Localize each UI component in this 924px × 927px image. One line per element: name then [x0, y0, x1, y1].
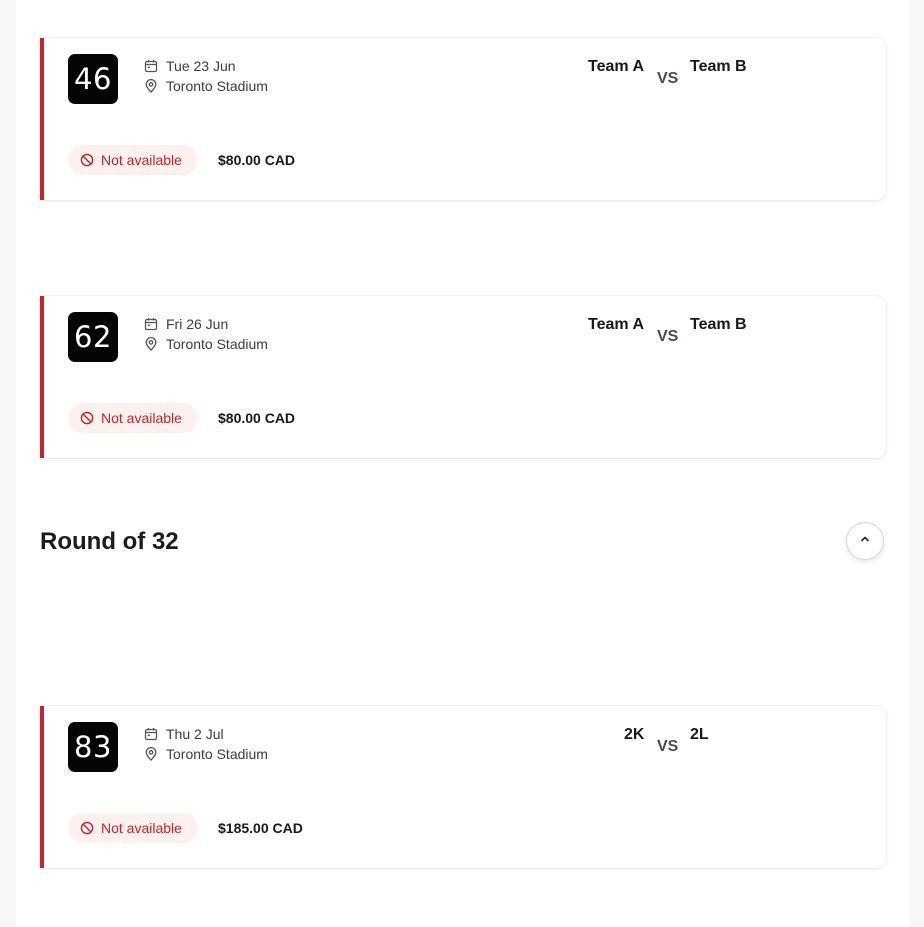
home-team: Team A [588, 58, 645, 75]
match-date: Thu 2 Jul [166, 726, 224, 742]
match-venue: Toronto Stadium [166, 746, 268, 762]
match-teams [44, 56, 886, 96]
away-team: 2L [690, 726, 709, 743]
chevron-up-icon [859, 532, 871, 550]
vs-label: VS [657, 328, 679, 345]
status-label: Not available [101, 410, 182, 426]
match-date: Tue 23 Jun [166, 58, 236, 74]
vs-label: VS [657, 70, 679, 87]
match-venue: Toronto Stadium [166, 78, 268, 94]
match-card[interactable] [40, 296, 886, 458]
match-number-badge: 83 [68, 722, 118, 772]
status-label: Not available [101, 820, 182, 836]
status-badge [68, 145, 198, 175]
ticket-price: $185.00 CAD [218, 820, 303, 836]
match-date: Fri 26 Jun [166, 316, 229, 332]
away-team: Team B [690, 316, 747, 333]
status-badge [68, 813, 198, 843]
prohibited-icon [80, 411, 94, 425]
vs-label: VS [657, 738, 679, 755]
match-teams [44, 314, 886, 354]
prohibited-icon [80, 153, 94, 167]
status-label: Not available [101, 152, 182, 168]
status-badge [68, 403, 198, 433]
collapse-section-button[interactable] [846, 522, 884, 560]
match-number-badge: 46 [68, 54, 118, 104]
prohibited-icon [80, 821, 94, 835]
match-venue: Toronto Stadium [166, 336, 268, 352]
section-title: Round of 32 [40, 528, 179, 555]
match-teams [44, 724, 886, 764]
home-team: 2K [624, 726, 645, 743]
away-team: Team B [690, 58, 747, 75]
match-card[interactable] [40, 706, 886, 868]
match-number-badge: 62 [68, 312, 118, 362]
ticket-price: $80.00 CAD [218, 410, 296, 426]
home-team: Team A [588, 316, 645, 333]
page [16, 0, 910, 927]
match-card[interactable] [40, 38, 886, 200]
ticket-price: $80.00 CAD [218, 152, 296, 168]
